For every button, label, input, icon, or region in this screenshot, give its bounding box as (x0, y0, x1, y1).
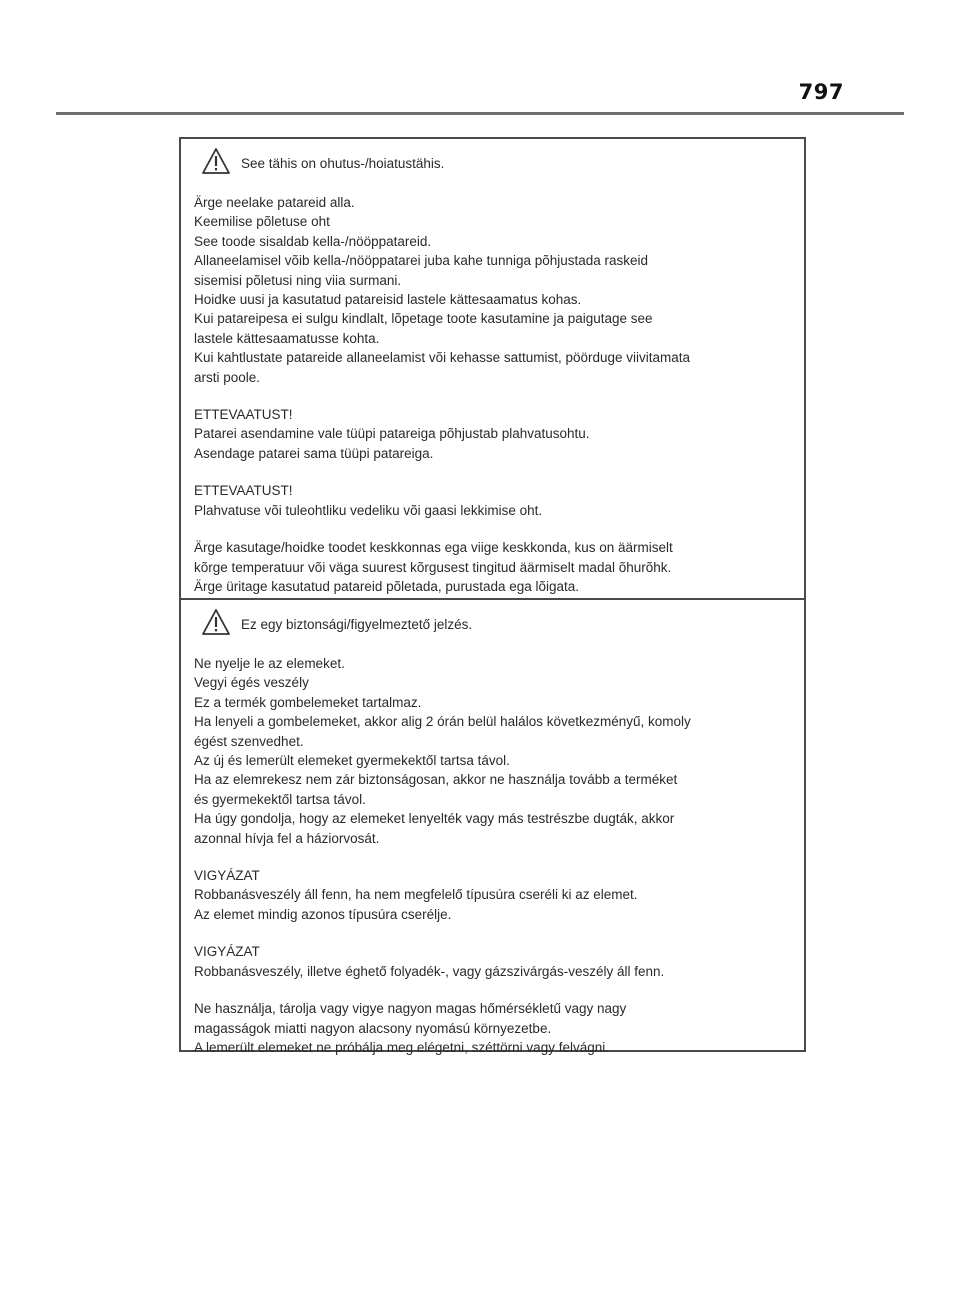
safety-symbol-text: Ez egy biztonsági/figyelmeztető jelzés. (241, 617, 473, 632)
text-line: Ne nyelje le az elemeket. (194, 656, 345, 671)
text-line: ETTEVAATUST! (194, 483, 293, 499)
warning-paragraph (194, 654, 804, 848)
text-line: kõrge temperatuur või väga suurest kõrgusest tingitud äärmiselt madal õhurõhk. (194, 559, 672, 575)
warning-blocks (194, 654, 804, 1057)
text-line: See toode sisaldab kella-/nööppatareid. (194, 233, 432, 249)
warning-paragraph (194, 193, 804, 387)
text-line: arsti poole. (194, 369, 261, 385)
warning-section-estonian (181, 139, 804, 598)
warning-paragraph (194, 866, 804, 924)
text-line: Ez a termék gombelemeket tartalmaz. (194, 694, 422, 710)
text-line: és gyermekektől tartsa távol. (194, 791, 366, 807)
text-line: Plahvatuse või tuleohtliku vedeliku või gaasi lekkimise oht. (194, 502, 543, 518)
warning-paragraph (194, 405, 804, 463)
text-line: lastele kättesaamatusse kohta. (194, 330, 380, 346)
warning-paragraph (194, 481, 804, 520)
warning-blocks (194, 193, 804, 596)
text-line: ETTEVAATUST! (194, 407, 293, 423)
warning-section-hungarian (181, 598, 804, 1055)
warning-paragraph (194, 538, 804, 596)
text-line: Ha úgy gondolja, hogy az elemeket lenyelték vagy más testrészbe dugták, akkor (194, 811, 675, 827)
page-number: 797 (798, 80, 844, 104)
text-line: Allaneelamisel võib kella-/nööppatarei juba kahe tunniga põhjustada raskeid (194, 253, 649, 269)
text-line: Ha lenyeli a gombelemeket, akkor alig 2 órán belül halálos következményű, komoly (194, 714, 691, 730)
text-line: Robbanásveszély, illetve éghető folyadék-, vagy gázszivárgás-veszély áll fenn. (194, 963, 665, 979)
text-line: Ne használja, tárolja vagy vigye nagyon magas hőmérsékletű vagy nagy (194, 1001, 627, 1017)
text-line: Kui kahtlustate patareide allaneelamist või kehasse sattumist, pöörduge viivitamata (194, 350, 691, 366)
warning-triangle-icon (201, 147, 231, 175)
text-line: Patarei asendamine vale tüüpi patareiga põhjustab plahvatusohtu. (194, 426, 590, 442)
text-line: Ärge neelake patareid alla. (194, 195, 355, 210)
battery-warning-box (179, 137, 806, 1055)
text-line: Az elemet mindig azonos típusúra cserélje. (194, 906, 452, 922)
text-line: Asendage patarei sama tüüpi patareiga. (194, 445, 434, 461)
safety-symbol-row (194, 139, 804, 175)
text-line: Hoidke uusi ja kasutatud patareisid lastele kättesaamatus kohas. (194, 292, 582, 308)
warning-paragraph (194, 999, 804, 1057)
text-line: VIGYÁZAT (194, 868, 260, 884)
text-line: Kui patareipesa ei sulgu kindlalt, lõpetage toote kasutamine ja paigutage see (194, 311, 653, 327)
safety-symbol-text: See tähis on ohutus-/hoiatustähis. (241, 156, 445, 171)
warning-triangle-icon (201, 608, 231, 636)
safety-symbol-row (194, 600, 804, 636)
text-line: magasságok miatti nagyon alacsony nyomású környezetbe. (194, 1020, 552, 1036)
text-line: VIGYÁZAT (194, 944, 260, 960)
warning-paragraph (194, 942, 804, 981)
text-line: A lemerült elemeket ne próbálja meg elégetni, széttörni vagy felvágni. (194, 1039, 609, 1055)
text-line: Ärge üritage kasutatud patareid põletada, purustada ega lõigata. (194, 578, 580, 594)
text-line: Ha az elemrekesz nem zár biztonságosan, akkor ne használja tovább a terméket (194, 772, 678, 788)
text-line: sisemisi põletusi ning viia surmani. (194, 272, 402, 288)
text-line: Keemilise põletuse oht (194, 214, 330, 230)
text-line: Robbanásveszély áll fenn, ha nem megfelelő típusúra cseréli ki az elemet. (194, 887, 638, 903)
header-rule (56, 112, 904, 115)
text-line: Az új és lemerült elemeket gyermekektől tartsa távol. (194, 753, 510, 769)
text-line: Ärge kasutage/hoidke toodet keskkonnas ega viige keskkonda, kus on äärmiselt (194, 540, 673, 556)
text-line: Vegyi égés veszély (194, 675, 309, 691)
text-line: égést szenvedhet. (194, 733, 304, 749)
text-line: azonnal hívja fel a háziorvosát. (194, 830, 380, 846)
